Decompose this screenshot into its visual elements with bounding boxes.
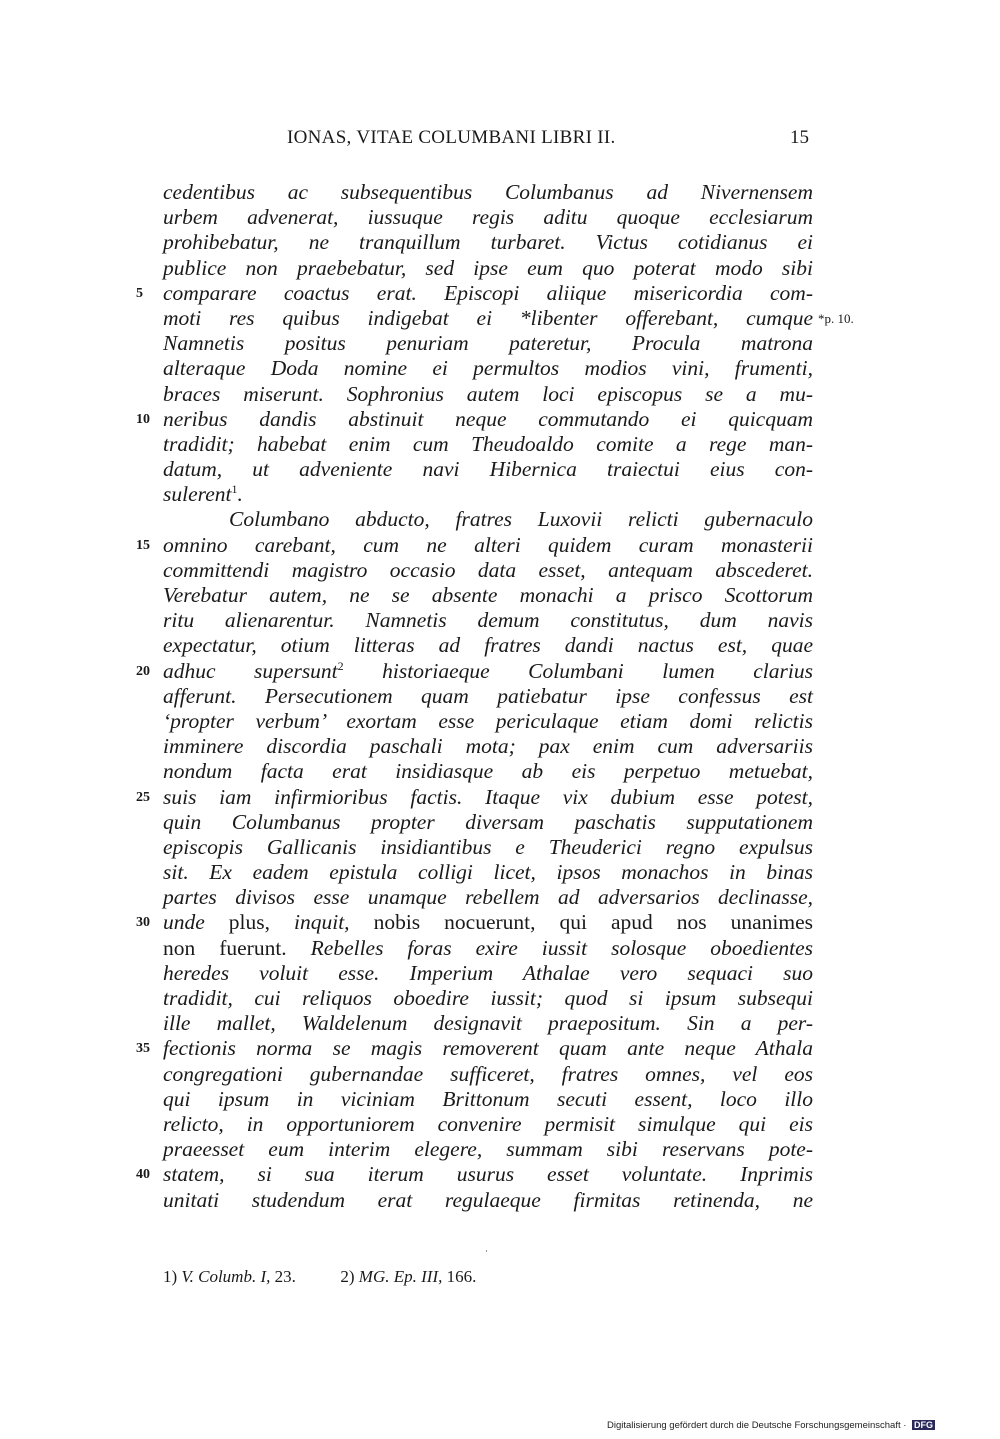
text-segment: historiaeque Columbani lumen clarius xyxy=(343,658,813,683)
dfg-logo: DFG xyxy=(914,1420,934,1430)
text-segment: alteraque Doda nomine ei permultos modios vini, frumenti, xyxy=(163,356,813,381)
text-segment: publice non praebebatur, sed ipse eum quo poterat modo sibi xyxy=(163,255,813,280)
text-segment: moti res quibus indigebat ei *libenter offerebant, cumque xyxy=(163,305,813,330)
text-segment: tradidit; habebat enim cum Theudoaldo comite a rege man- xyxy=(163,431,813,456)
text-line xyxy=(163,558,813,583)
digitization-credit xyxy=(607,1420,935,1431)
text-line xyxy=(163,759,813,784)
text-segment: praeesset eum interim elegere, summam sibi reservans pote- xyxy=(163,1137,813,1162)
text-line xyxy=(163,205,813,230)
text-segment: plus, xyxy=(228,910,295,935)
text-line xyxy=(163,885,813,910)
line-number: 20 xyxy=(136,663,150,679)
credit-text: Digitalisierung gefördert durch die Deutsche Forschungsgemeinschaft · xyxy=(607,1420,907,1431)
text-segment: datum, ut adveniente navi Hibernica traiectui eius con- xyxy=(163,457,813,482)
text-line xyxy=(136,532,813,558)
line-number: 5 xyxy=(136,285,143,301)
text-segment: braces miserunt. Sophronius autem loci episcopus se a mu- xyxy=(163,381,813,406)
text-line xyxy=(136,784,813,810)
text-segment: unde xyxy=(163,910,229,935)
line-number: 15 xyxy=(136,537,150,553)
text-segment: sit. Ex eadem epistula colligi licet, ipsos monachos in binas xyxy=(163,860,813,885)
text-segment: episcopis Gallicanis insidiantibus e Theuderici regno expulsus xyxy=(163,834,813,859)
text-line xyxy=(163,305,854,331)
text-segment: afferunt. Persecutionem quam patiebatur ipse confessus est xyxy=(163,683,813,708)
text-segment: Rebelles foras exire iussit solosque oboedientes xyxy=(310,935,813,960)
text-line xyxy=(163,180,813,205)
text-line xyxy=(163,331,813,356)
text-segment: ‘propter verbum’ exortam esse periculaque etiam domi relictis xyxy=(163,708,813,733)
text-segment: fectionis norma se magis removerent quam ante neque Athala xyxy=(163,1036,813,1061)
text-segment: tradidit, cui reliquos oboedire iussit; quod si ipsum subsequi xyxy=(163,986,813,1010)
text-segment: ritu alienarentur. Namnetis demum constitutus, dum navis xyxy=(163,608,813,633)
text-line xyxy=(163,457,813,482)
text-line xyxy=(163,986,813,1011)
text-line xyxy=(136,406,813,432)
page-number: 15 xyxy=(790,127,809,148)
text-line xyxy=(163,734,813,759)
line-number: 25 xyxy=(136,789,150,805)
text-line xyxy=(163,256,813,281)
text-line xyxy=(163,835,813,860)
text-segment: partes divisos esse unamque rebellem ad adversarios declinasse, xyxy=(163,885,813,910)
text-segment: suis iam infirmioribus factis. Itaque vix dubium esse potest, xyxy=(163,784,813,809)
footnote-separator xyxy=(486,1250,487,1252)
text-line xyxy=(136,658,813,684)
text-segment: statem, si sua iterum usurus esset voluntate. Inprimis xyxy=(163,1162,813,1187)
text-line xyxy=(163,633,813,658)
running-title: IONAS, VITAE COLUMBANI LIBRI II. xyxy=(287,127,616,148)
body-text xyxy=(136,180,854,1213)
text-line xyxy=(163,432,813,457)
text-segment: nobis nocuerunt, qui apud nos unanimes xyxy=(373,910,814,935)
text-segment: comparare coactus erat. Episcopi aliique misericordia com- xyxy=(163,280,813,305)
text-segment: Namnetis positus penuriam pateretur, Procula matrona xyxy=(163,331,813,356)
page-header xyxy=(0,127,1000,155)
line-number: 40 xyxy=(136,1167,150,1183)
text-segment: qui ipsum in viciniam Brittonum secuti essent, loco illo xyxy=(163,1086,813,1111)
text-segment: omnino carebant, cum ne alteri quidem curam monasterii xyxy=(163,532,813,557)
text-line xyxy=(163,382,813,407)
footnote-ref: 23. xyxy=(274,1267,296,1286)
text-segment: committendi magistro occasio data esset, antequam abscederet. xyxy=(163,557,813,582)
text-line xyxy=(163,709,813,734)
text-segment: . xyxy=(237,482,243,507)
text-line xyxy=(163,961,813,986)
text-line xyxy=(136,910,814,935)
text-line xyxy=(136,1036,813,1061)
text-line xyxy=(163,1188,813,1213)
text-segment: urbem advenerat, iussuque regis aditu quoque ecclesiarum xyxy=(163,205,813,230)
margin-page-reference: *p. 10. xyxy=(818,310,854,326)
text-segment: relicto, in opportuniorem convenire permisit simulque qui eis xyxy=(163,1111,813,1136)
text-line xyxy=(163,583,813,608)
footnote-2 xyxy=(340,1267,476,1286)
line-number: 35 xyxy=(136,1041,150,1057)
text-line xyxy=(163,1062,813,1087)
text-segment: quin Columbanus propter diversam paschatis supputationem xyxy=(163,809,813,834)
text-segment: nondum facta erat insidiasque ab eis perpetuo metuebat, xyxy=(163,759,813,784)
text-segment: Columbano abducto, fratres Luxovii relicti gubernaculo xyxy=(229,507,813,532)
text-line xyxy=(163,936,813,961)
text-segment: cedentibus ac subsequentibus Columbanus ad Nivernensem xyxy=(163,180,813,204)
footnotes xyxy=(163,1267,476,1287)
text-line xyxy=(163,1112,813,1137)
line-number: 10 xyxy=(136,411,150,427)
text-segment: heredes voluit esse. Imperium Athalae vero sequaci suo xyxy=(163,960,813,985)
footnote-reference: 1 xyxy=(231,482,238,497)
text-line xyxy=(163,1011,813,1036)
footnote-ref: 166. xyxy=(446,1267,477,1286)
footnote-source: V. Columb. I, xyxy=(181,1267,271,1286)
text-segment: inquit, xyxy=(294,910,374,935)
footnote-source: MG. Ep. III, xyxy=(358,1267,443,1286)
text-segment: non fuerunt. xyxy=(163,935,311,960)
text-line xyxy=(163,356,813,381)
text-segment: sulerent xyxy=(163,482,232,507)
text-segment: unitati studendum erat regulaeque firmitas retinenda, ne xyxy=(163,1187,813,1212)
text-line xyxy=(163,608,813,633)
text-line xyxy=(136,280,813,306)
line-number: 30 xyxy=(136,915,150,931)
text-line xyxy=(163,1087,813,1112)
footnote-marker: 2) xyxy=(340,1267,355,1286)
text-line xyxy=(163,860,813,885)
text-line xyxy=(163,482,813,507)
text-line xyxy=(136,1162,813,1187)
text-segment: expectatur, otium litteras ad fratres dandi nactus est, quae xyxy=(163,633,813,658)
text-line xyxy=(163,810,813,835)
text-segment: imminere discordia paschali mota; pax enim cum adversariis xyxy=(163,734,813,759)
text-segment: adhuc supersunt xyxy=(163,658,338,683)
text-line xyxy=(163,1137,813,1162)
footnote-reference: 2 xyxy=(337,658,344,673)
text-segment: Verebatur autem, ne se absente monachi a prisco Scottorum xyxy=(163,583,813,607)
text-line xyxy=(163,684,813,709)
text-segment: prohibebatur, ne tranquillum turbaret. Victus cotidianus ei xyxy=(163,230,813,255)
text-segment: neribus dandis abstinuit neque commutando ei quicquam xyxy=(163,406,813,431)
text-segment: ille mallet, Waldelenum designavit praepositum. Sin a per- xyxy=(163,1011,813,1036)
text-segment: congregationi gubernandae sufficeret, fratres omnes, vel eos xyxy=(163,1061,813,1086)
footnote-1 xyxy=(163,1267,300,1286)
text-line xyxy=(163,507,813,532)
footnote-marker: 1) xyxy=(163,1267,178,1286)
text-line xyxy=(163,230,813,255)
